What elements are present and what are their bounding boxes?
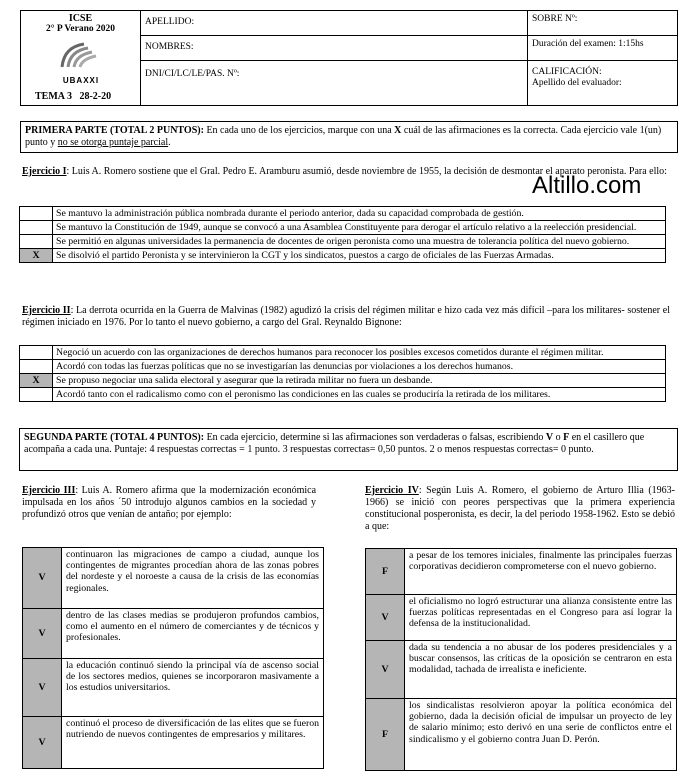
answer-box[interactable]: X xyxy=(20,374,53,388)
answer-box[interactable]: V xyxy=(23,717,62,769)
answer-box[interactable]: F xyxy=(366,549,405,595)
apellido-field[interactable]: APELLIDO: xyxy=(141,11,527,36)
ex2-prompt: Ejercicio II: La derrota ocurrida en la Guerra de Malvinas (1982) agudizó la crisis del régimen militar e hizo cada vez más difícil –para los militares- sostener el régimen iniciado en 1976. Por lo tanto el nuevo gobierno, a cargo del Gral. Reynaldo Bignone: xyxy=(22,305,670,328)
table-row: V el oficialismo no logró estructurar una alianza consistente entre las fuerzas políticas representadas en el Congreso para así lograr la defensa de la institucionalidad. xyxy=(366,595,677,641)
answer-box[interactable] xyxy=(20,235,53,249)
table-row: F los sindicalistas resolvieron apoyar la política económica del gobierno, dada la decisión oficial de impulsar un proyecto de ley de salario mínimo; esto derivó en una serie de conflictos entre el sindicalismo y el gobierno contra Juan D. Perón. xyxy=(366,699,677,771)
ex2-options-table xyxy=(19,345,666,402)
answer-box[interactable]: X xyxy=(20,249,53,263)
sobre-field[interactable]: SOBRE Nº: xyxy=(528,11,677,36)
list-item: Acordó con todas las fuerzas políticas que no se investigarían las denuncias por violaciones a los derechos humanos. xyxy=(20,360,666,374)
answer-box[interactable] xyxy=(20,346,53,360)
list-item: Se mantuvo la Constitución de 1949, aunque se convocó a una Asamblea Constituyente para derogar el artículo relativo a la reelección presidencial. xyxy=(20,221,666,235)
table-row: V continuaron las migraciones de campo a ciudad, aunque los contingentes de migrantes procedían ahora de las zonas pobres del nordeste y el noroeste a causa de la crisis de las economías regionales. xyxy=(23,548,324,609)
calificacion-field[interactable]: CALIFICACIÓN: Apellido del evaluador: xyxy=(532,67,622,88)
altillo-watermark: Altillo.com xyxy=(532,172,642,199)
table-row: F a pesar de los temores iniciales, finalmente las principales fuerzas corporativas decidieron comprometerse con el nuevo gobierno. xyxy=(366,549,677,595)
ex4-table xyxy=(365,548,677,771)
part1-instructions: PRIMERA PARTE (TOTAL 2 PUNTOS): En cada uno de los ejercicios, marque con una X cuál de las afirmaciones es la correcta. Cada ejercicio vale 1(un) punto y no se otorga puntaje parcial. xyxy=(20,121,678,153)
list-item: Negoció un acuerdo con las organizaciones de derechos humanos para reconocer los posibles excesos cometidos durante el régimen militar. xyxy=(20,346,666,360)
list-item: X Se propuso negociar una salida electoral y asegurar que la retirada militar no fuera un desbande. xyxy=(20,374,666,388)
answer-box[interactable] xyxy=(20,360,53,374)
table-row: V continuó el proceso de diversificación de las elites que se fueron nutriendo de nuevos contingentes de empresarios y militares. xyxy=(23,717,324,769)
answer-box[interactable]: V xyxy=(23,548,62,609)
answer-box[interactable] xyxy=(20,388,53,402)
list-item: X Se disolvió el partido Peronista y se intervinieron la CGT y los sindicatos, puestos a cargo de oficiales de las Fuerzas Armadas. xyxy=(20,249,666,263)
header-admin-fields xyxy=(528,11,677,105)
list-item: Se mantuvo la administración pública nombrada durante el periodo anterior, dada su capacidad comprobada de gestión. xyxy=(20,207,666,221)
answer-box[interactable]: F xyxy=(366,699,405,771)
ex3-table xyxy=(22,547,324,769)
nombres-field[interactable]: NOMBRES: xyxy=(141,36,527,61)
header-student-fields xyxy=(141,11,528,105)
dni-field[interactable]: DNI/CI/LC/LE/PAS. Nº: xyxy=(145,69,240,79)
ex1-prompt: Ejercicio I: Luis A. Romero sostiene que el Gral. Pedro E. Aramburu asumió, desde noviembre de 1955, la decisión de desmontar el aparato peronista. Para ello: xyxy=(22,166,667,177)
ex1-options-table xyxy=(19,206,666,263)
header-logo-cell xyxy=(21,11,141,105)
answer-box[interactable]: V xyxy=(23,659,62,717)
ex4-prompt: Ejercicio IV: Según Luis A. Romero, el gobierno de Arturo Illia (1963-1966) se inició con peores perspectivas que la primera experiencia constitucional posperonista, es decir, la del periodo 1958-1962. Esto se debió a que: xyxy=(365,485,675,532)
list-item: Se permitió en algunas universidades la permanencia de docentes de origen peronista como una muestra de tolerancia política del nuevo gobierno. xyxy=(20,235,666,249)
table-row: V dada su tendencia a no abusar de los poderes presidenciales y a buscar consensos, las críticas de la oposición se centraron en esta modalidad, tachada de irrealista e ineficiente. xyxy=(366,641,677,699)
ubaxxi-logo xyxy=(58,41,104,71)
answer-box[interactable]: V xyxy=(23,609,62,659)
duracion-label: Duración del examen: 1:15hs xyxy=(528,36,677,61)
answer-box[interactable]: V xyxy=(366,595,405,641)
answer-box[interactable] xyxy=(20,207,53,221)
ubaxxi-logo-text: UBAXXI xyxy=(62,76,100,85)
tema-label: TEMA 3 28-2-20 xyxy=(35,91,112,102)
table-row: V la educación continuó siendo la principal vía de ascenso social de los sectores medios, quienes se incorporaron masivamente a los estudios universitarios. xyxy=(23,659,324,717)
table-row: V dentro de las clases medias se produjeron profundos cambios, como el aumento en el número de comerciantes y de técnicos y profesionales. xyxy=(23,609,324,659)
school-name: ICSE xyxy=(68,13,93,24)
exam-period: 2° P Verano 2020 xyxy=(46,24,115,34)
exam-header xyxy=(20,10,678,106)
list-item: Acordó tanto con el radicalismo como con el peronismo las condiciones en las cuales se produciría la retirada de los militares. xyxy=(20,388,666,402)
ex3-prompt: Ejercicio III: Luis A. Romero afirma que la modernización económica impulsada en los años ´50 introdujo algunos cambios en la sociedad y profundizó otros que venían de antaño; por ejemplo: xyxy=(22,485,317,520)
part2-instructions: SEGUNDA PARTE (TOTAL 4 PUNTOS): En cada ejercicio, determine si las afirmaciones son verdaderas o falsas, escribiendo V o F en el casillero que acompaña a cada una. Puntaje: 4 respuestas correctas = 1 punto. 3 respuestas correctas= 0,50 puntos. 2 o menos respuestas correctas= 0 punto. xyxy=(19,428,678,471)
answer-box[interactable] xyxy=(20,221,53,235)
answer-box[interactable]: V xyxy=(366,641,405,699)
